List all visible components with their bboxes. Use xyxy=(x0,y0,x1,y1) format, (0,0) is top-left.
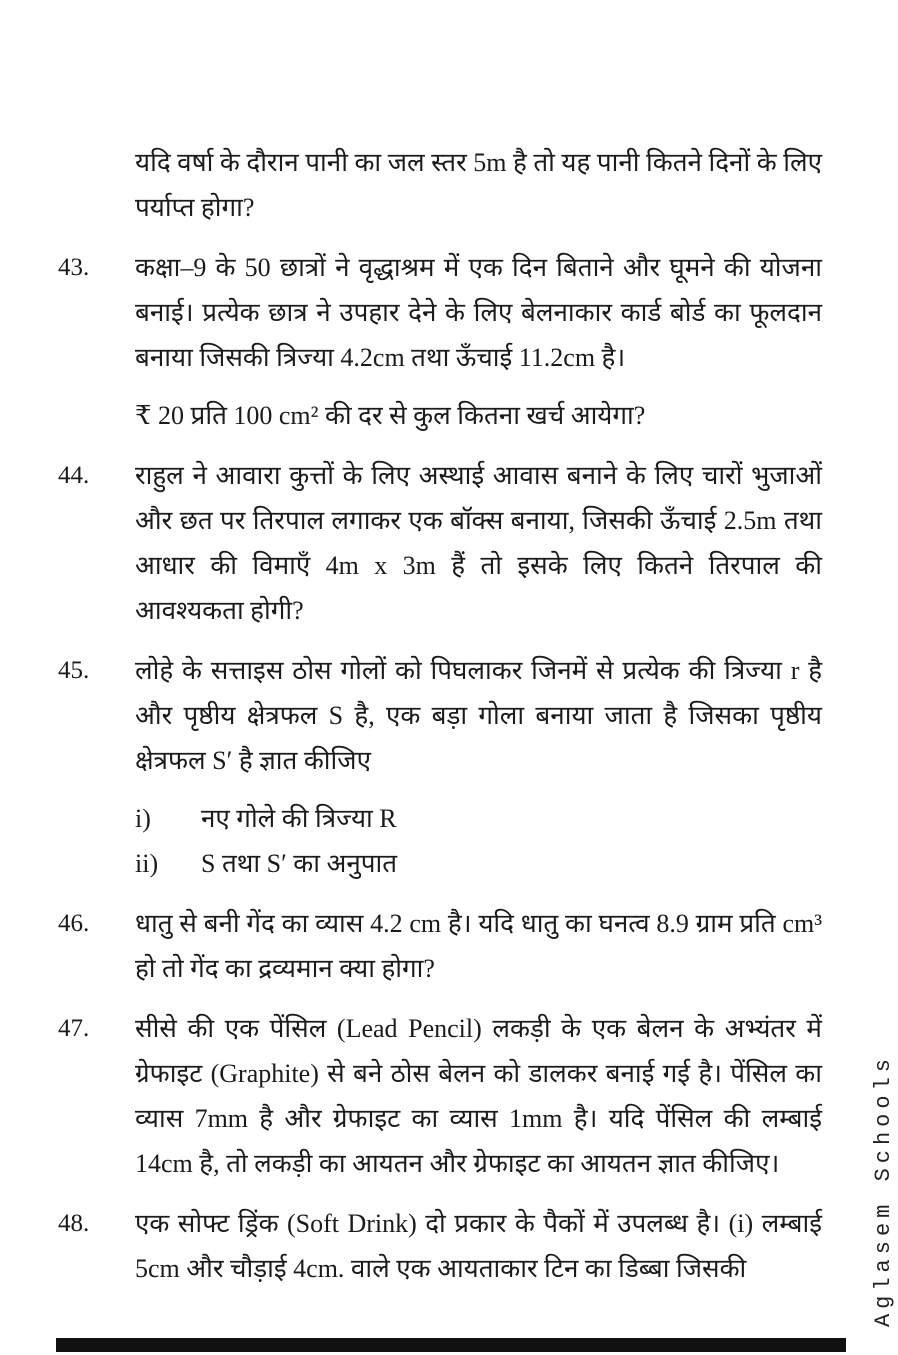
question-text: राहुल ने आवारा कुत्तों के लिए अस्थाई आवास बनाने के लिए चारों भुजाओं और छत पर तिरपाल लगाकर एक बॉक्स बनाया, जिसकी ऊँचाई 2.5m तथा आधार की विमाएँ 4m x 3m हैं तो इसके लिए कितने तिरपाल की आवश्यकता होगी? xyxy=(135,461,822,625)
question-47 xyxy=(58,1006,822,1186)
question-text: सीसे की एक पेंसिल (Lead Pencil) लकड़ी के एक बेलन के अभ्यंतर में ग्रेफाइट (Graphite) से बने ठोस बेलन को डालकर बनाई गई है। पेंसिल का व्यास 7mm है और ग्रेफाइट का व्यास 1mm है। यदि पेंसिल की लम्बाई 14cm है, तो लकड़ी का आयतन और ग्रेफाइट का आयतन ज्ञात कीजिए। xyxy=(135,1014,822,1178)
question-43 xyxy=(58,245,822,438)
question-number: 47. xyxy=(58,1015,90,1042)
page-bottom-rule xyxy=(56,1338,846,1352)
subquestion-label: ii) xyxy=(135,849,159,878)
question-number: 48. xyxy=(58,1210,90,1237)
question-cost-line: ₹ 20 प्रति 100 cm² की दर से कुल कितना खर्च आयेगा? xyxy=(135,401,646,430)
question-text: धातु से बनी गेंद का व्यास 4.2 cm है। यदि धातु का घनत्व 8.9 ग्राम प्रति cm³ हो तो गेंद का द्रव्यमान क्या होगा? xyxy=(135,909,822,983)
question-number: 43. xyxy=(58,254,90,281)
question-text: यदि वर्षा के दौरान पानी का जल स्तर 5m है तो यह पानी कितने दिनों के लिए पर्याप्त होगा? xyxy=(135,148,822,222)
subquestion-label: i) xyxy=(135,804,151,833)
subquestion-ii xyxy=(135,841,822,886)
question-body xyxy=(135,648,822,886)
question-44 xyxy=(58,453,822,633)
question-number: 45. xyxy=(58,657,90,684)
question-text: लोहे के सत्ताइस ठोस गोलों को पिघलाकर जिनमें से प्रत्येक की त्रिज्या r है और पृष्ठीय क्षेत्रफल S है, एक बड़ा गोला बनाया जाता है जिसका पृष्ठीय क्षेत्रफल S′ है ज्ञात कीजिए xyxy=(135,656,822,775)
question-45 xyxy=(58,648,822,886)
question-number: 46. xyxy=(58,910,90,937)
question-text: एक सोफ्ट ड्रिंक (Soft Drink) दो प्रकार के पैकों में उपलब्ध है। (i) लम्बाई 5cm और चौड़ाई 4cm. वाले एक आयताकार टिन का डिब्बा जिसकी xyxy=(135,1209,822,1283)
question-46 xyxy=(58,901,822,991)
question-body xyxy=(135,140,822,230)
question-body xyxy=(135,901,822,991)
subquestion-i xyxy=(135,796,822,841)
question-body xyxy=(135,1201,822,1291)
questions-section xyxy=(58,140,822,1306)
question-body xyxy=(135,245,822,438)
subquestion-text: S तथा S′ का अनुपात xyxy=(201,849,398,878)
subquestion-text: नए गोले की त्रिज्या R xyxy=(201,804,397,833)
question-body xyxy=(135,1006,822,1186)
question-continuation xyxy=(58,140,822,230)
question-number: 44. xyxy=(58,462,90,489)
question-48 xyxy=(58,1201,822,1291)
watermark-text: Aglasem Schools xyxy=(871,1053,896,1327)
question-body xyxy=(135,453,822,633)
question-text: कक्षा–9 के 50 छात्रों ने वृद्धाश्रम में एक दिन बिताने और घूमने की योजना बनाई। प्रत्येक छात्र ने उपहार देने के लिए बेलनाकार कार्ड बोर्ड का फूलदान बनाया जिसकी त्रिज्या 4.2cm तथा ऊँचाई 11.2cm है। xyxy=(135,253,822,372)
